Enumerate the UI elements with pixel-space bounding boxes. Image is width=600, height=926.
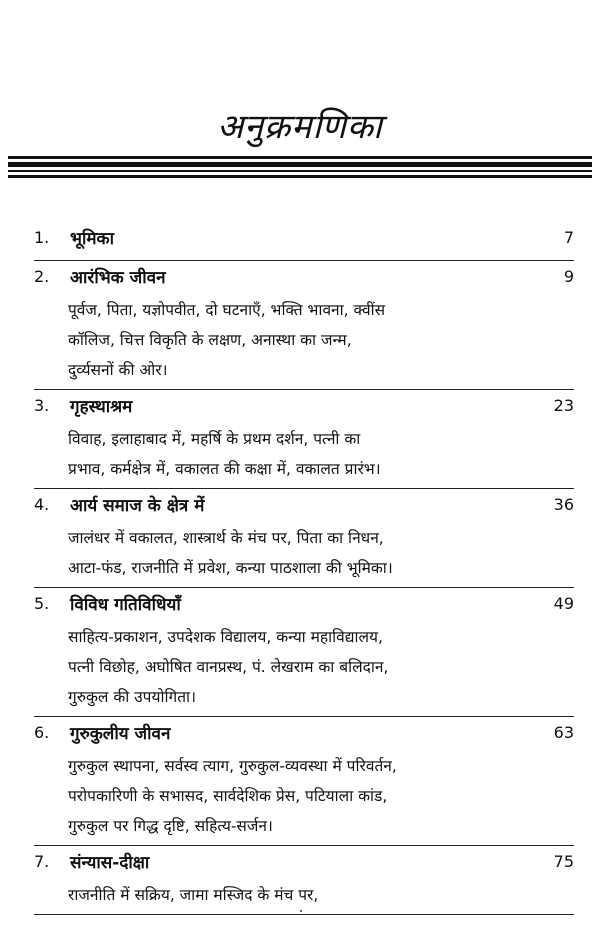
toc-entry-title: गृहस्थाश्रम [70,397,133,417]
table-of-contents [34,222,574,915]
toc-entry-page: 23 [553,396,574,415]
toc-entry-page: 63 [553,723,574,742]
toc-entry-description: पत्नी विछोह, अघोषित वानप्रस्थ, पं. लेखराम का बलिदान, [68,658,389,676]
toc-entry [34,222,574,256]
toc-entry [34,588,574,622]
toc-entry-title: गुरुकुलीय जीवन [70,724,171,744]
toc-separator [34,914,574,915]
toc-entry-description: जालंधर में वकालत, शास्त्रार्थ के मंच पर, पिता का निधन, [68,529,384,547]
toc-entry-page: 9 [563,267,574,286]
toc-entry-page: 36 [553,495,574,514]
toc-entry-number: 3. [34,396,50,415]
toc-entry-description: राजनीति में सक्रिय, जामा मस्जिद के मंच पर, [68,886,319,904]
toc-entry-description: गुरुकुल स्थापना, सर्वस्व त्याग, गुरुकुल-व्यवस्था में परिवर्तन, [68,757,397,775]
toc-entry-title: भूमिका [70,229,114,249]
toc-entry-number: 7. [34,852,50,871]
toc-entry-number: 1. [34,228,50,247]
toc-entry-page: 7 [563,228,574,247]
toc-entry-number: 2. [34,267,50,286]
speck [300,910,302,912]
toc-entry-number: 4. [34,495,50,514]
toc-entry [34,717,574,751]
toc-entry [34,261,574,295]
toc-entry-description: प्रभाव, कर्मक्षेत्र में, वकालत की कक्षा में, वकालत प्रारंभ। [68,460,381,478]
toc-entry-description: आटा-फंड, राजनीति में प्रवेश, कन्या पाठशाला की भूमिका। [68,559,393,577]
toc-entry-description: परोपकारिणी के सभासद, सार्वदेशिक प्रेस, पटियाला कांड, [68,787,388,805]
toc-entry-description: विवाह, इलाहाबाद में, महर्षि के प्रथम दर्शन, पत्नी का [68,430,361,448]
toc-entry-description: कॉलिज, चित्त विकृति के लक्षण, अनास्था का जन्म, [68,331,352,349]
toc-entry-description: साहित्य-प्रकाशन, उपदेशक विद्यालय, कन्या महाविद्यालय, [68,628,383,646]
toc-entry-title: विविध गतिविधियाँ [70,595,181,615]
toc-entry-page: 49 [553,594,574,613]
toc-entry-description: गुरुकुल पर गिद्ध दृष्टि, सहित्य-सर्जन। [68,817,273,835]
toc-entry-description: दुर्व्यसनों की ओर। [68,361,168,379]
toc-entry-title: आर्य समाज के क्षेत्र में [70,496,205,516]
toc-entry-title: संन्यास-दीक्षा [70,853,150,873]
toc-entry [34,846,574,880]
toc-entry-title: आरंभिक जीवन [70,268,166,288]
toc-entry [34,390,574,424]
title-rule [8,156,592,182]
toc-entry-number: 6. [34,723,50,742]
page-title: अनुक्रमणिका [217,107,383,147]
toc-entry-page: 75 [553,852,574,871]
toc-entry-description: पूर्वज, पिता, यज्ञोपवीत, दो घटनाएँ, भक्ति भावना, क्वींस [68,301,386,319]
toc-entry-number: 5. [34,594,50,613]
toc-entry-description: गुरुकुल की उपयोगिता। [68,688,196,706]
toc-entry [34,489,574,523]
